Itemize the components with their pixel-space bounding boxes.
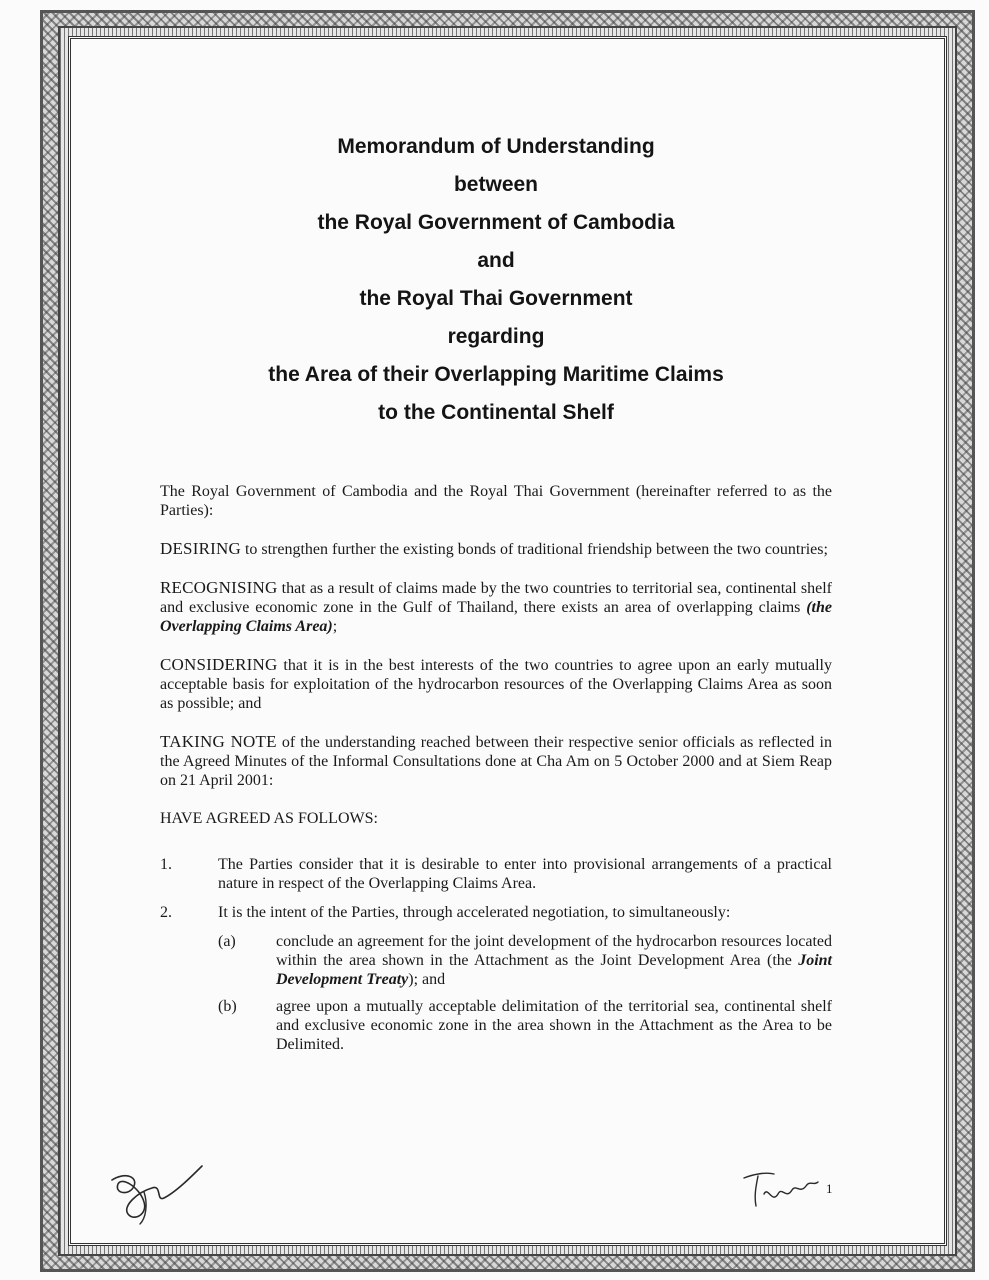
clause-text: to strengthen further the existing bonds of traditional friendship between the two countries; bbox=[240, 541, 828, 558]
title-line: Memorandum of Understanding bbox=[337, 135, 655, 158]
title-line: the Royal Thai Government bbox=[359, 287, 633, 310]
title-line: the Royal Government of Cambodia bbox=[317, 211, 675, 234]
clause-text: of the understanding reached between their respective senior officials as reflected in the Agreed Minutes of the Informal Consultations done at Cha Am on 5 October 2000 and at Siem Reap on 21 April 2001: bbox=[160, 734, 832, 789]
title-line: to the Continental Shelf bbox=[378, 401, 614, 424]
sub-item bbox=[218, 997, 832, 1054]
recognising-clause bbox=[160, 578, 832, 636]
sub-item-label: (a) bbox=[218, 933, 236, 950]
item-number: 2. bbox=[160, 904, 172, 921]
document-title bbox=[160, 128, 832, 432]
sub-item-label: (b) bbox=[218, 998, 237, 1015]
document-content bbox=[160, 128, 832, 1060]
page-marker: 1 bbox=[826, 1181, 833, 1196]
sub-text-end: ); and bbox=[408, 971, 446, 988]
taking-note-clause bbox=[160, 732, 832, 790]
clause-keyword: RECOGNISING bbox=[160, 578, 278, 597]
defined-term: Joint Development Treaty bbox=[276, 952, 832, 988]
clause-text: that it is in the best interests of the two countries to agree upon an early mutually acceptable basis for exploitation of the hydrocarbon resources of the Overlapping Claims Area as soon as possible; and bbox=[160, 657, 832, 712]
defined-term: (the Overlapping Claims Area) bbox=[160, 599, 832, 635]
sub-item-text: agree upon a mutually acceptable delimitation of the territorial sea, continental shelf and exclusive economic zone in the area shown in the Attachment as the Area to be Delimited. bbox=[276, 998, 832, 1053]
title-line: between bbox=[453, 173, 539, 196]
sub-text: conclude an agreement for the joint development of the hydrocarbon resources located within the area shown in the Attachment as the Joint Development Area (the bbox=[276, 933, 832, 969]
title-line: the Area of their Overlapping Maritime Claims bbox=[268, 363, 724, 386]
considering-clause bbox=[160, 655, 832, 713]
sub-item-text bbox=[276, 932, 832, 989]
preamble-intro: The Royal Government of Cambodia and the Royal Thai Government (hereinafter referred to as the Parties): bbox=[160, 483, 832, 519]
item-number: 1. bbox=[160, 856, 172, 873]
clause-text-end: ; bbox=[332, 618, 338, 635]
title-line: regarding bbox=[447, 325, 545, 348]
item-text: The Parties consider that it is desirable to enter into provisional arrangements of a practical nature in respect of the Overlapping Claims Area. bbox=[218, 856, 832, 892]
signature-left-icon bbox=[104, 1158, 214, 1228]
sub-item bbox=[218, 932, 832, 989]
signature-right-icon bbox=[740, 1164, 840, 1214]
document-body bbox=[160, 482, 832, 1054]
agreed-heading: HAVE AGREED AS FOLLOWS: bbox=[160, 810, 378, 827]
title-line: and bbox=[477, 249, 515, 272]
sub-items bbox=[218, 932, 832, 1054]
desiring-clause bbox=[160, 539, 832, 559]
numbered-item bbox=[160, 903, 832, 922]
item-text: It is the intent of the Parties, through accelerated negotiation, to simultaneously: bbox=[218, 904, 731, 921]
numbered-item bbox=[160, 855, 832, 893]
clause-text: that as a result of claims made by the two countries to territorial sea, continental shelf and exclusive economic zone in the Gulf of Thailand, there exists an area of overlapping claims bbox=[160, 580, 832, 616]
clause-keyword: DESIRING bbox=[160, 539, 241, 558]
clause-keyword: CONSIDERING bbox=[160, 655, 278, 674]
clause-keyword: TAKING NOTE bbox=[160, 732, 277, 751]
